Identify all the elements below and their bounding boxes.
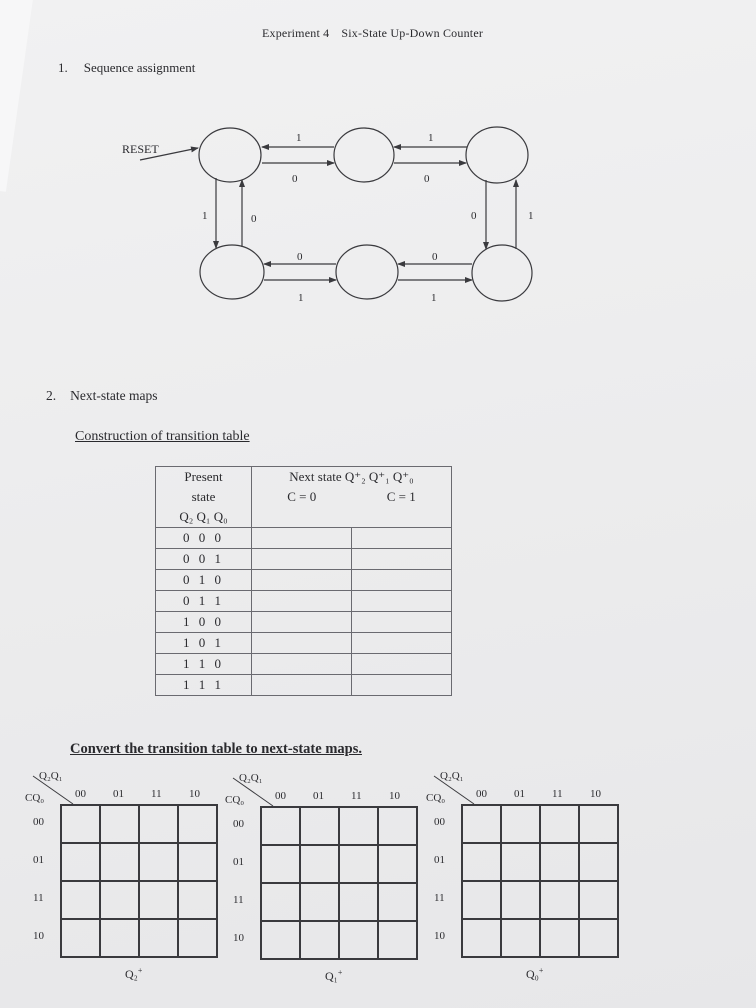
table-row xyxy=(156,591,452,612)
kmap-column-label: 10 xyxy=(590,788,601,800)
state-circle-bottom-left xyxy=(200,245,264,299)
table-row xyxy=(156,612,452,633)
edge-label: 0 xyxy=(251,213,257,225)
present-header-2: state xyxy=(156,487,252,507)
table-row xyxy=(156,570,452,591)
next-c1-cell[interactable] xyxy=(352,570,452,591)
kmap-cell[interactable] xyxy=(462,919,501,957)
kmap-title-sup: + xyxy=(538,966,544,975)
kmap-column-label: 00 xyxy=(275,790,286,802)
table-row xyxy=(156,654,452,675)
kmap-column-label: 10 xyxy=(389,790,400,802)
kmap-cell[interactable] xyxy=(139,881,178,919)
kmap-q0 xyxy=(426,770,626,990)
next-state-header: Next state Q⁺₂ Q⁺₁ Q⁺₀ xyxy=(252,467,452,488)
kmap-cell[interactable] xyxy=(462,881,501,919)
kmap-row-label: 11 xyxy=(233,894,244,906)
edge-label: 1 xyxy=(296,132,302,144)
table-row xyxy=(156,675,452,696)
kmap-corner-left: CQ₀ xyxy=(225,794,245,806)
kmap-column-label: 01 xyxy=(113,788,124,800)
state-circle-bottom-mid xyxy=(336,245,398,299)
kmap-row-label: 01 xyxy=(434,854,445,866)
kmap-title xyxy=(526,966,543,982)
kmap-row-label: 10 xyxy=(434,930,445,942)
kmap-q1 xyxy=(225,772,425,992)
present-state-cell: 0 0 0 xyxy=(156,528,252,549)
kmap-cell[interactable] xyxy=(378,883,417,921)
next-c1-cell[interactable] xyxy=(352,528,452,549)
kmap-cell[interactable] xyxy=(378,807,417,845)
kmap-cell[interactable] xyxy=(61,805,100,843)
kmap-corner-top: Q₂Q₁ xyxy=(39,770,63,782)
present-state-cell: 0 0 1 xyxy=(156,549,252,570)
transition-table xyxy=(155,466,452,696)
kmap-row-label: 11 xyxy=(434,892,445,904)
kmap-cell[interactable] xyxy=(501,843,540,881)
experiment-title: Six-State Up-Down Counter xyxy=(341,26,484,40)
next-c1-cell[interactable] xyxy=(352,549,452,570)
kmap-title-sup: + xyxy=(337,968,343,977)
present-state-cell: 1 0 1 xyxy=(156,633,252,654)
kmap-cell[interactable] xyxy=(579,919,618,957)
kmap-column-label: 11 xyxy=(351,790,362,802)
kmap-corner-top: Q₂Q₁ xyxy=(440,770,464,782)
c0-header: C = 0 xyxy=(252,487,352,507)
kmap-cell[interactable] xyxy=(100,805,139,843)
edge-label: 1 xyxy=(431,292,437,304)
kmap-cell[interactable] xyxy=(501,881,540,919)
header-blank xyxy=(352,507,452,528)
next-c1-cell[interactable] xyxy=(352,654,452,675)
edge-label: 1 xyxy=(202,210,208,222)
kmap-cell[interactable] xyxy=(178,805,217,843)
next-c0-cell[interactable] xyxy=(252,570,352,591)
kmap-cell[interactable] xyxy=(100,881,139,919)
kmap-column-label: 10 xyxy=(189,788,200,800)
kmap-row-label: 11 xyxy=(33,892,44,904)
state-circle-top-left xyxy=(199,128,261,182)
reset-label: RESET xyxy=(122,142,159,156)
kmap-title-var: Q₁ xyxy=(325,969,338,983)
kmap-cell[interactable] xyxy=(579,881,618,919)
next-c0-cell[interactable] xyxy=(252,528,352,549)
kmap-cell[interactable] xyxy=(378,921,417,959)
kmap-grid xyxy=(60,804,218,958)
kmap-cell[interactable] xyxy=(178,843,217,881)
present-state-cell: 0 1 0 xyxy=(156,570,252,591)
kmap-column-label: 01 xyxy=(313,790,324,802)
kmap-cell[interactable] xyxy=(540,919,579,957)
kmap-cell[interactable] xyxy=(378,845,417,883)
kmap-column-label: 00 xyxy=(75,788,86,800)
kmap-corner-left: CQ₀ xyxy=(426,792,446,804)
convert-heading: Convert the transition table to next-state maps. xyxy=(70,741,362,757)
edge-label: 0 xyxy=(424,173,430,185)
kmap-corner-top: Q₂Q₁ xyxy=(239,772,263,784)
table-row xyxy=(156,633,452,654)
kmap-cell[interactable] xyxy=(300,921,339,959)
kmap-grid xyxy=(260,806,418,960)
next-c1-cell[interactable] xyxy=(352,591,452,612)
kmap-cell[interactable] xyxy=(61,881,100,919)
transition-table-heading: Construction of transition table xyxy=(75,429,250,444)
kmap-cell[interactable] xyxy=(178,919,217,957)
kmap-row-label: 10 xyxy=(33,930,44,942)
state-circle-top-mid xyxy=(334,128,394,182)
kmap-row-label: 01 xyxy=(33,854,44,866)
kmap-cell[interactable] xyxy=(261,921,300,959)
kmap-corner-left: CQ₀ xyxy=(25,792,45,804)
kmap-cell[interactable] xyxy=(501,805,540,843)
kmap-cell[interactable] xyxy=(579,843,618,881)
section-1-label: Sequence assignment xyxy=(83,60,196,75)
kmap-cell[interactable] xyxy=(501,919,540,957)
kmap-row-label: 01 xyxy=(233,856,244,868)
edge-label: 1 xyxy=(298,292,304,304)
next-c0-cell[interactable] xyxy=(252,633,352,654)
section-1-number: 1. xyxy=(58,60,68,75)
present-state-cell: 1 1 0 xyxy=(156,654,252,675)
next-c1-cell[interactable] xyxy=(352,633,452,654)
next-c0-cell[interactable] xyxy=(252,675,352,696)
kmap-cell[interactable] xyxy=(300,807,339,845)
section-2-heading xyxy=(46,388,157,404)
kmap-cell[interactable] xyxy=(339,883,378,921)
state-circle-top-right xyxy=(466,127,528,183)
table-row xyxy=(156,549,452,570)
kmap-cell[interactable] xyxy=(261,883,300,921)
kmap-row-label: 00 xyxy=(233,818,244,830)
next-c0-cell[interactable] xyxy=(252,654,352,675)
kmap-title-var: Q₀ xyxy=(526,967,539,981)
kmap-row-label: 00 xyxy=(434,816,445,828)
kmap-cell[interactable] xyxy=(61,919,100,957)
kmap-cell[interactable] xyxy=(139,843,178,881)
kmap-title-var: Q₂ xyxy=(125,967,138,981)
next-c0-cell[interactable] xyxy=(252,612,352,633)
kmap-title xyxy=(325,968,342,984)
kmap-cell[interactable] xyxy=(339,921,378,959)
experiment-number: Experiment 4 xyxy=(262,26,330,40)
kmap-column-label: 11 xyxy=(151,788,162,800)
section-2-number: 2. xyxy=(46,388,57,403)
present-header-3: Q₂ Q₁ Q₀ xyxy=(156,507,252,528)
state-diagram xyxy=(0,0,756,330)
next-c1-cell[interactable] xyxy=(352,612,452,633)
kmap-cell[interactable] xyxy=(339,807,378,845)
edge-label: 1 xyxy=(528,210,534,222)
edge-label: 0 xyxy=(471,210,477,222)
kmap-cell[interactable] xyxy=(61,843,100,881)
kmap-column-label: 00 xyxy=(476,788,487,800)
present-header-1: Present xyxy=(156,467,252,488)
edge-label: 0 xyxy=(432,251,438,263)
edge-label: 1 xyxy=(428,132,434,144)
next-c0-cell[interactable] xyxy=(252,591,352,612)
kmap-cell[interactable] xyxy=(540,805,579,843)
edge-label: 0 xyxy=(292,173,298,185)
c1-header: C = 1 xyxy=(352,487,452,507)
kmap-cell[interactable] xyxy=(178,881,217,919)
kmap-row-label: 10 xyxy=(233,932,244,944)
present-state-cell: 1 0 0 xyxy=(156,612,252,633)
kmap-cell[interactable] xyxy=(540,881,579,919)
kmap-cell[interactable] xyxy=(462,805,501,843)
kmap-cell[interactable] xyxy=(540,843,579,881)
kmap-cell[interactable] xyxy=(139,805,178,843)
kmap-cell[interactable] xyxy=(100,843,139,881)
present-state-cell: 1 1 1 xyxy=(156,675,252,696)
kmap-cell[interactable] xyxy=(339,845,378,883)
kmap-column-label: 11 xyxy=(552,788,563,800)
kmap-cell[interactable] xyxy=(300,845,339,883)
table-row xyxy=(156,528,452,549)
kmap-cell[interactable] xyxy=(579,805,618,843)
kmap-cell[interactable] xyxy=(261,807,300,845)
kmap-cell[interactable] xyxy=(100,919,139,957)
state-circle-bottom-right xyxy=(472,245,532,301)
kmap-title xyxy=(125,966,142,982)
kmap-row-label: 00 xyxy=(33,816,44,828)
kmap-cell[interactable] xyxy=(462,843,501,881)
kmap-q2 xyxy=(25,770,225,990)
kmap-cell[interactable] xyxy=(261,845,300,883)
next-c1-cell[interactable] xyxy=(352,675,452,696)
next-c0-cell[interactable] xyxy=(252,549,352,570)
present-state-cell: 0 1 1 xyxy=(156,591,252,612)
kmap-title-sup: + xyxy=(137,966,143,975)
kmap-grid xyxy=(461,804,619,958)
section-2-label: Next-state maps xyxy=(70,388,158,403)
kmap-cell[interactable] xyxy=(300,883,339,921)
kmap-column-label: 01 xyxy=(514,788,525,800)
kmap-cell[interactable] xyxy=(139,919,178,957)
edge-label: 0 xyxy=(297,251,303,263)
header-blank xyxy=(252,507,352,528)
